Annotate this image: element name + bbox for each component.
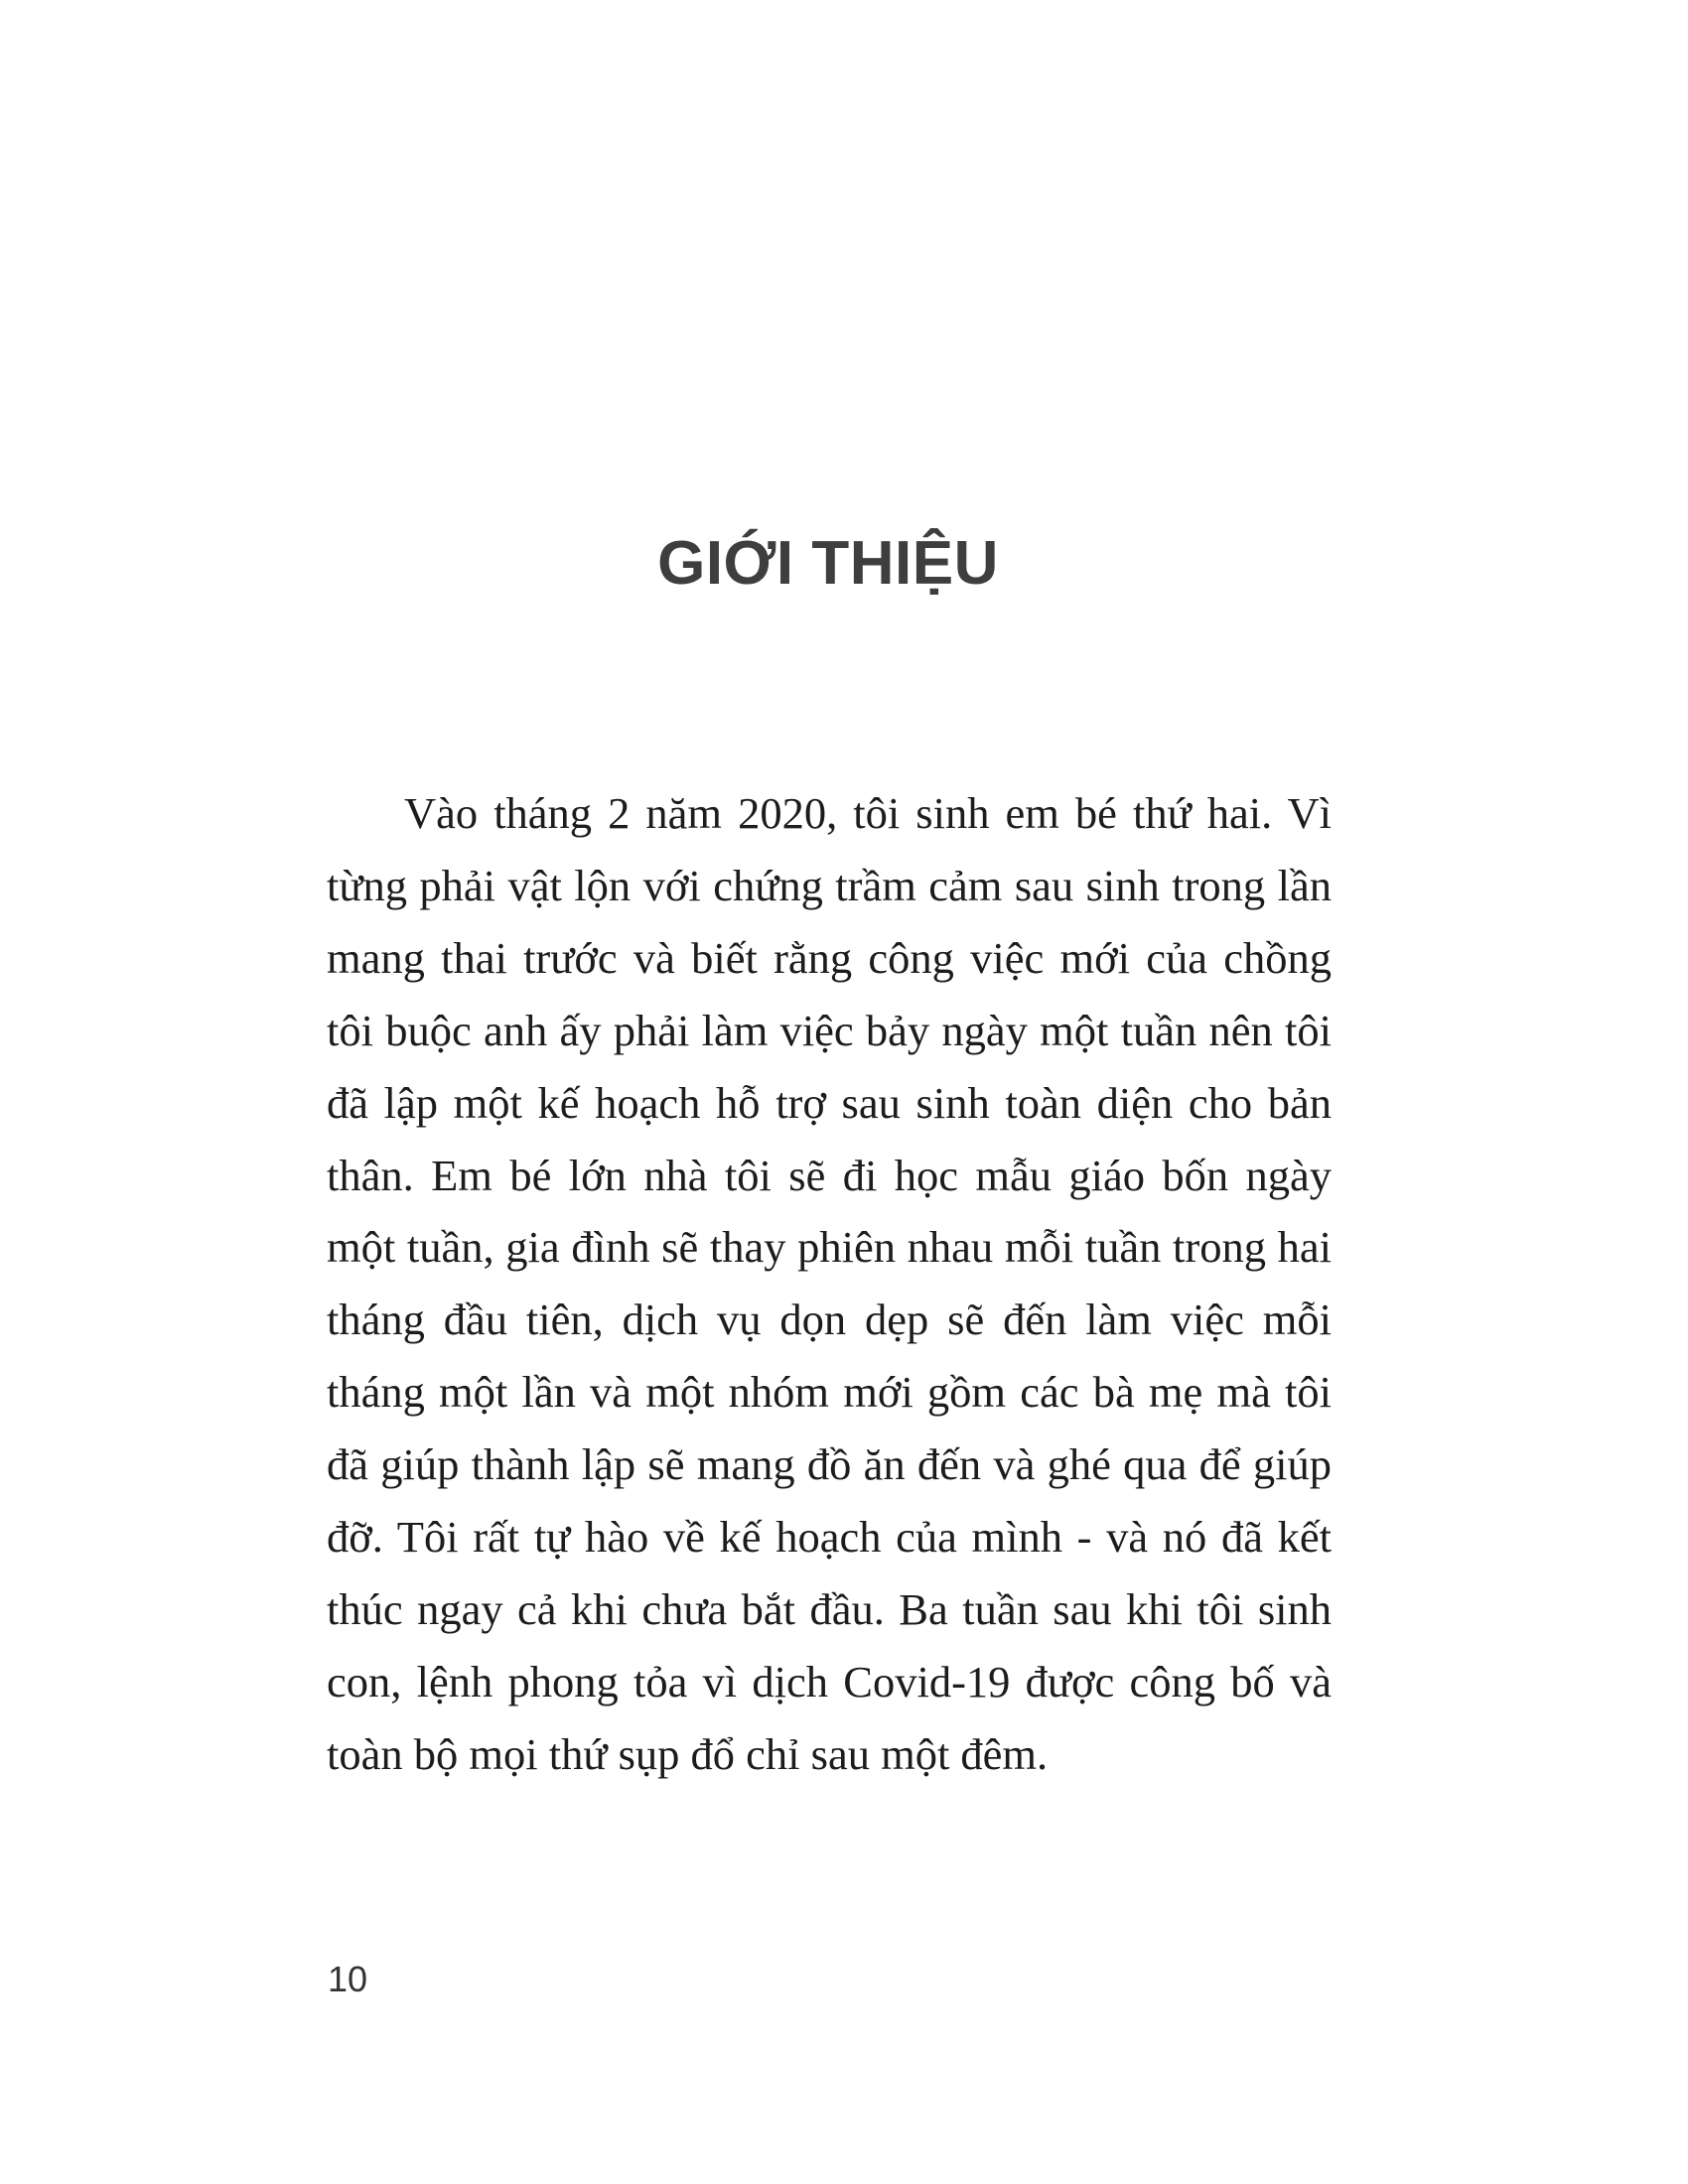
page-number: 10 [328,1959,368,1999]
chapter-title: GIỚI THIỆU [657,529,999,598]
body-paragraph: Vào tháng 2 năm 2020, tôi sinh em bé thứ hai. Vì từng phải vật lộn với chứng trầm cảm sau sinh trong lần mang thai trước và biết rằng công việc mới của chồng tôi buộc anh ấy phải làm việc bảy ngày một tuần nên tôi đã lập một kế hoạch hỗ trợ sau sinh toàn diện cho bản thân. Em bé lớn nhà tôi sẽ đi học mẫu giáo bốn ngày một tuần, gia đình sẽ thay phiên nhau mỗi tuần trong hai tháng đầu tiên, dịch vụ dọn dẹp sẽ đến làm việc mỗi tháng một lần và một nhóm mới gồm các bà mẹ mà tôi đã giúp thành lập sẽ mang đồ ăn đến và ghé qua để giúp đỡ. Tôi rất tự hào về kế hoạch của mình - và nó đã kết thúc ngay cả khi chưa bắt đầu. Ba tuần sau khi tôi sinh con, lệnh phong tỏa vì dịch Covid-19 được công bố và toàn bộ mọi thứ sụp đổ chỉ sau một đêm. [327,788,1332,1779]
